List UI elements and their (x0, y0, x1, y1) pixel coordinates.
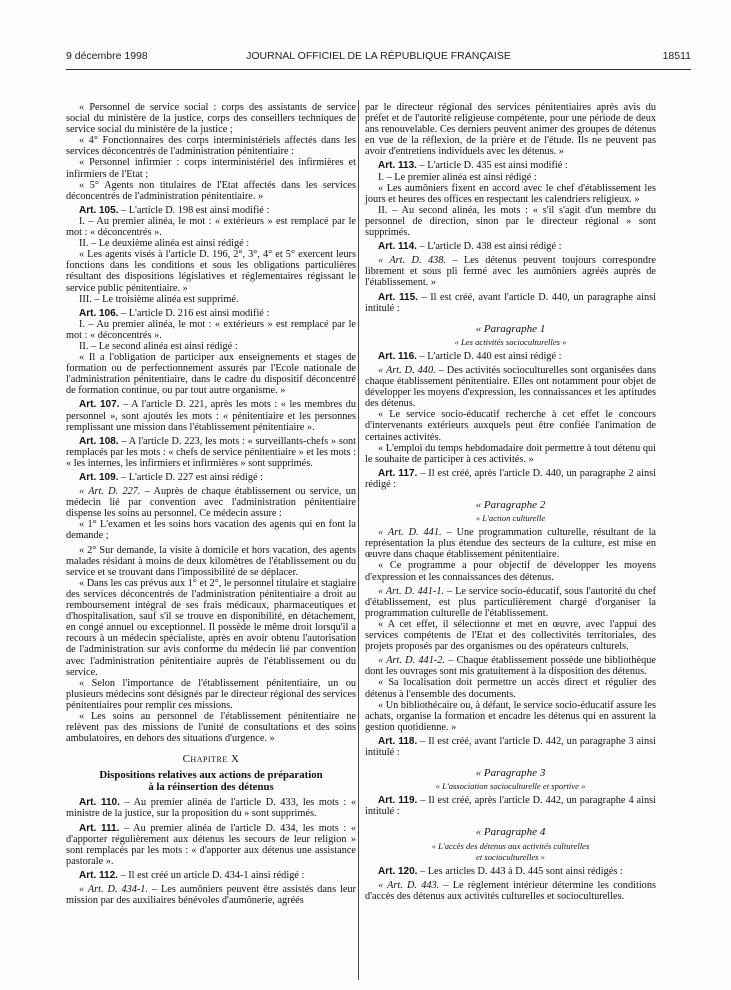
article-reference: « Art. D. 438. (378, 255, 446, 267)
article-label: Art. 116. (378, 350, 417, 362)
article-reference: « Art. D. 441-2. (378, 655, 445, 667)
paragraph: « Les agents visés à l'article D. 196, 2°, 3°, 4° et 5° exercent leurs fonctions dans les conditions et sous les obligations particulières résultant des dispositions législatives et réglementaires régissant le service public pénitentiaire. » (66, 249, 356, 294)
article-120 (365, 866, 656, 877)
article-text: – Le service socio-éducatif, sous l'autorité du chef d'établissement, est plus particulièrement chargé d'organiser la programmation culturelle de l'établissement. (365, 585, 656, 619)
paragraph: « Personnel infirmier : corps interministériel des infirmières et infirmiers de l'Etat ; (66, 157, 356, 180)
article-text: – L'article D. 435 est ainsi modifié : (416, 160, 568, 172)
paragraph: I. – Au premier alinéa, le mot : « extérieurs » est remplacé par le mot : « déconcentrés ». (66, 318, 356, 341)
article-text: – Les aumôniers peuvent être assistés dans leur mission par des auxiliaires bénévoles d'aumônerie, agréés (66, 884, 356, 907)
article-label: Art. 110. (79, 797, 120, 809)
article-label: Art. 118. (378, 735, 418, 747)
article-text: – Le règlement intérieur détermine les conditions d'accès des détenus aux activités culturelles et socioculturelles. (365, 879, 656, 902)
article-reference: « Art. D. 441-1. (378, 585, 445, 597)
article-label: Art. 119. (378, 795, 418, 807)
paragraph: « 2° Sur demande, la visite à domicile et hors vacation, des agents malades résidant à moins de deux kilomètres de l'établissement ou du service et se trouvant dans l'impossibilité de se déplacer. (66, 544, 356, 578)
article-109 (66, 472, 356, 483)
article-text: – Il est créé, avant l'article D. 440, un paragraphe ainsi intitulé : (365, 291, 656, 314)
paragraph: II. – Le deuxième alinéa est ainsi rédigé : (79, 238, 250, 250)
article-115 (365, 292, 656, 314)
article-105 (66, 205, 356, 216)
paragraph-subtitle: « Les activités socioculturelles » (454, 336, 567, 347)
article-text: – L'article D. 198 est ainsi modifié : (118, 204, 270, 216)
page-header (66, 50, 691, 66)
chapter-heading: Chapitre X (182, 753, 240, 766)
subtitle-line: et socioculturelles » (476, 851, 545, 862)
article-reference: « Art. D. 440. (378, 364, 436, 376)
article-label: Art. 113. (378, 160, 417, 172)
quoted-article (365, 365, 656, 409)
paragraph: « Sa localisation doit permettre un accès direct et régulier des détenus à l'ensemble des documents. (365, 677, 656, 700)
paragraph: « Les soins au personnel de l'établissement pénitentiaire ne relèvent pas des missions de l'unité de consultations et des soins ambulatoires, en dehors des situations d'urgence. » (66, 710, 356, 745)
article-label: Art. 112. (79, 869, 118, 881)
article-reference: « Art. D. 434-1. (79, 884, 149, 895)
article-label: Art. 108. (79, 435, 119, 447)
page-number: 18511 (662, 50, 691, 62)
paragraph: « 5° Agents non titulaires de l'Etat affectés dans les services déconcentrés de l'administration pénitentiaire. » (66, 179, 356, 202)
paragraph-heading: « Paragraphe 1 (475, 322, 546, 335)
paragraph: « Dans les cas prévus aux 1° et 2°, le personnel titulaire et stagiaire des services déconcentrés de l'administration pénitentiaire a droit au remboursement intégral de ses frais médicaux, pharmaceutiques et d'hospitalisation, sauf s'il se trouve en disponibilité, en détachement, en congé annuel ou exceptionnel. Il possède le même droit lorsqu'il a recours à un médecin spécialiste, après en avoir obtenu l'autorisation de l'administration sur avis conforme du médecin lié par convention avec l'administration pénitentiaire auprès de l'établissement ou du service. (66, 577, 357, 678)
left-column (66, 102, 356, 906)
paragraph: « Il a l'obligation de participer aux enseignements et stages de formation ou de perfectionnement assurés par l'Ecole nationale de l'administration pénitentiaire, dans le cadre du dispositif déconcentré de formation continue, ou par tout autre organisme. » (66, 352, 356, 397)
article-label: Art. 114. (378, 241, 417, 253)
article-text: – Au premier alinéa de l'article D. 434, les mots : « d'apporter régulièrement aux détenus les secours de leur religion » sont remplacés par les mots : « d'apporter aux détenus une assistance pastorale ». (66, 822, 356, 867)
paragraph: « 1° L'examen et les soins hors vacation des agents qui en font la demande ; (66, 519, 356, 542)
quoted-article (66, 884, 356, 906)
article-label: Art. 120. (378, 865, 418, 877)
paragraph: II. – Le second alinéa est ainsi rédigé : (79, 340, 238, 352)
paragraph: II. – Au second alinéa, les mots : « s'il s'agit d'un membre du personnel de direction, sinon par le directeur régional » sont supprimés. (365, 204, 656, 239)
quoted-article (365, 880, 656, 902)
article-text: – Il est créé, après l'article D. 440, un paragraphe 2 ainsi rédigé : (365, 467, 656, 490)
chapter-title-line: Dispositions relatives aux actions de préparation (99, 769, 323, 782)
article-reference: « Art. D. 443. (378, 879, 440, 891)
quoted-article (365, 527, 656, 560)
quoted-article (365, 255, 656, 288)
article-113 (365, 160, 656, 171)
paragraph-heading: « Paragraphe 2 (475, 499, 546, 511)
article-text: – L'article D. 227 est ainsi rédigé : (118, 472, 264, 483)
paragraph: « 4° Fonctionnaires des corps interministériels affectés dans les services déconcentrés de l'administration pénitentiaire : (66, 135, 356, 158)
article-text: – L'article D. 440 est ainsi rédigé : (416, 350, 562, 362)
paragraph: III. – Le troisième alinéa est supprimé. (79, 293, 239, 305)
article-label: Art. 109. (79, 472, 119, 483)
chapter-title-line: à la réinsertion des détenus (148, 781, 274, 794)
header-rule (66, 69, 691, 70)
issue-date: 9 décembre 1998 (66, 50, 148, 62)
article-text: – Au premier alinéa de l'article D. 433, les mots : « ministre de la justice, sur la proposition du » sont supprimés. (66, 797, 356, 820)
article-text: – Les détenus peuvent toujours correspondre librement et sous pli fermé avec les aumôniers agréés auprès de l'établissement. » (365, 255, 656, 289)
paragraph: « Ce programme a pour objectif de développer les moyens d'expression et les connaissances des détenus. (365, 560, 656, 583)
article-108 (66, 436, 356, 469)
paragraph: « Selon l'importance de l'établissement pénitentiaire, un ou plusieurs médecins sont désignés par le directeur régional des services pénitentiaires pour remplir ces missions. (66, 677, 356, 711)
article-text: – Il est créé un article D. 434-1 ainsi rédigé : (117, 869, 305, 881)
paragraph-subtitle: « L'association socioculturelle et sportive » (435, 781, 586, 792)
paragraph: I. – Le premier alinéa est ainsi rédigé : (378, 171, 537, 183)
article-label: Art. 105. (79, 204, 119, 216)
paragraph: « A cet effet, il sélectionne et met en œuvre, avec l'appui des services compétents de l'Etat et des collectivités territoriales, des projets proposés par des organismes ou des opérateurs culturels. (365, 618, 656, 653)
article-118 (365, 736, 656, 758)
article-text: – Une programmation culturelle, résultant de la représentation la plus étendue des secteurs de la culture, est mise en œuvre dans chaque établissement pénitentiaire. (365, 527, 656, 561)
quoted-article (365, 655, 656, 677)
article-111 (66, 823, 356, 867)
article-text: – A l'article D. 221, après les mots : « les membres du personnel », sont ajoutés les mots : « pénitentiaire et les personnes remplissant une mission dans l'établissement pénitentiaire ». (66, 399, 357, 433)
article-119 (365, 795, 656, 817)
journal-title: JOURNAL OFFICIEL DE LA RÉPUBLIQUE FRANÇAISE (246, 50, 511, 62)
paragraph: « L'emploi du temps hebdomadaire doit permettre à tout détenu qui le souhaite de participer à ces activités. » (365, 442, 656, 465)
subtitle-line: « L'accès des détenus aux activités culturelles (431, 840, 590, 851)
article-text: – A l'article D. 223, les mots : « surveillants-chefs » sont remplacés par les mots : « chefs de service pénitentiaire » et les mots : « les internes, les infirmiers et infirmières » sont supprimés. (66, 435, 356, 469)
paragraph-subtitle (365, 841, 656, 863)
paragraph-subtitle: « L'action culturelle (475, 513, 546, 524)
article-text: – Chaque établissement possède une bibliothèque dont les ouvrages sont mis gratuitement à la disposition des détenus. (365, 655, 656, 678)
article-text: – Auprès de chaque établissement ou service, un médecin lié par convention avec l'administration pénitentiaire dispense les soins au personnel. Ce médecin assure : (66, 486, 356, 520)
paragraph: par le directeur régional des services pénitentiaires après avis du préfet et de l'autorité religieuse compétente, pour une période de deux ans renouvelable. Ces derniers peuvent animer des groupes de détenus en vue de la réflexion, de la prière et de l'étude. Ils ne peuvent pas avoir d'entretiens individuels avec les détenus. » (365, 102, 656, 158)
article-reference: « Art. D. 441. (378, 527, 442, 539)
column-divider (358, 100, 359, 980)
article-label: Art. 107. (79, 399, 120, 411)
article-text: – Il est créé, avant l'article D. 442, un paragraphe 3 ainsi intitulé : (365, 735, 657, 758)
quoted-article (365, 586, 656, 619)
article-117 (365, 468, 656, 490)
article-label: Art. 111. (79, 822, 120, 834)
article-107 (66, 399, 356, 432)
article-reference: « Art. D. 227. (79, 486, 141, 498)
paragraph-heading: « Paragraphe 4 (475, 826, 546, 839)
article-112 (66, 870, 356, 881)
article-label: Art. 106. (79, 307, 119, 319)
paragraph: « Les aumôniers fixent en accord avec le chef d'établissement les jours et heures des offices en respectant les calendriers religieux. » (365, 182, 656, 205)
article-116 (365, 351, 656, 362)
paragraph-heading: « Paragraphe 3 (475, 767, 546, 780)
right-column (365, 102, 656, 902)
chapter-title (66, 769, 356, 793)
paragraph: « Le service socio-éducatif recherche à cet effet le concours d'intervenants extérieurs auxquels peut être confiée l'animation de certaines activités. (365, 409, 656, 443)
paragraph: I. – Au premier alinéa, le mot : « extérieurs » est remplacé par le mot : « déconcentrés ». (66, 215, 356, 239)
paragraph: « Personnel de service social : corps des assistants de service social du ministère de la justice, corps des conseillers techniques de service social du ministère de la justice ; (66, 102, 356, 136)
article-text: – L'article D. 438 est ainsi rédigé : (416, 241, 562, 253)
article-text: – L'article D. 216 est ainsi modifié : (118, 307, 270, 319)
article-110 (66, 797, 356, 819)
article-106 (66, 308, 356, 319)
article-text: – Les articles D. 443 à D. 445 sont ainsi rédigés : (417, 865, 623, 877)
article-114 (365, 241, 656, 252)
article-text: – Il est créé, après l'article D. 442, un paragraphe 4 ainsi intitulé : (365, 795, 656, 818)
article-text: – Des activités socioculturelles sont organisées dans chaque établissement pénitentiaire. Elles ont notamment pour objet de développer les moyens d'expression, les connaissances et les aptitudes des détenus. (365, 364, 656, 410)
paragraph: « Un bibliothécaire ou, à défaut, le service socio-éducatif assure les achats, organise la formation et encadre les détenus qui en assurent la gestion quotidienne. » (365, 699, 656, 733)
article-label: Art. 115. (378, 291, 418, 303)
quoted-article (66, 486, 356, 519)
article-label: Art. 117. (378, 467, 418, 479)
